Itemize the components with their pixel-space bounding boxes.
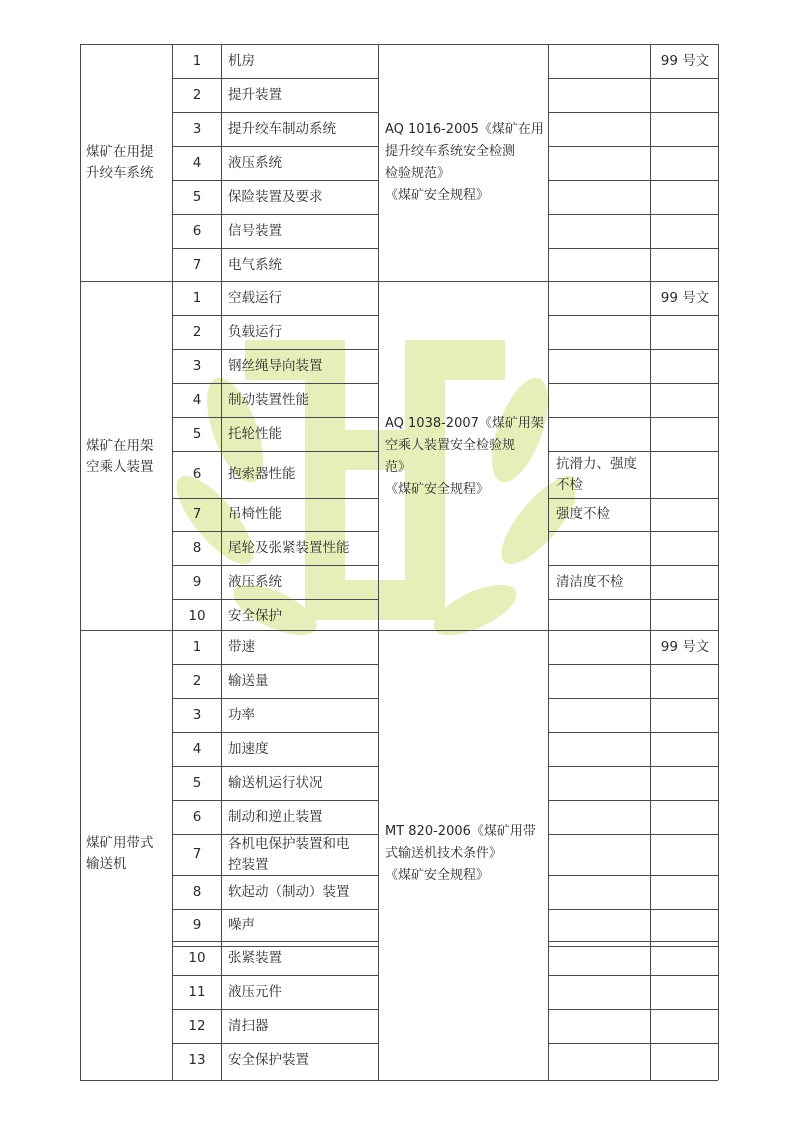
- table-rule: [548, 909, 718, 910]
- row-number: 1: [192, 638, 202, 655]
- document-reference: 99 号文: [660, 289, 710, 306]
- row-number: 6: [192, 808, 202, 825]
- row-note: 强度不检: [556, 506, 610, 522]
- table-rule: [548, 214, 718, 215]
- inspection-item: 钢丝绳导向装置: [228, 357, 323, 374]
- table-rule: [172, 417, 378, 418]
- inspection-item: 负载运行: [228, 323, 282, 340]
- table-rule: [172, 946, 378, 947]
- inspection-item: 安全保护装置: [228, 1051, 309, 1068]
- table-rule: [172, 766, 378, 767]
- table-rule: [172, 664, 378, 665]
- table-rule: [548, 975, 718, 976]
- inspection-item: 噪声: [228, 916, 255, 933]
- table-rule: [548, 664, 718, 665]
- inspection-item: 保险装置及要求: [228, 188, 323, 205]
- table-rule: [172, 909, 378, 910]
- row-number: 4: [192, 154, 202, 171]
- inspection-item: 提升绞车制动系统: [228, 120, 336, 137]
- inspection-item: 制动装置性能: [228, 391, 309, 408]
- inspection-item: 空载运行: [228, 289, 282, 306]
- inspection-item: 提升装置: [228, 86, 282, 103]
- table-rule: [548, 315, 718, 316]
- inspection-item: 各机电保护装置和电 控装置: [228, 836, 350, 873]
- row-number: 11: [188, 983, 206, 1000]
- row-number: 1: [192, 52, 202, 69]
- table-rule: [172, 383, 378, 384]
- row-number: 6: [192, 222, 202, 239]
- row-number: 3: [192, 706, 202, 723]
- row-number: 1: [192, 289, 202, 306]
- row-number: 10: [188, 607, 206, 624]
- row-number: 13: [188, 1051, 206, 1068]
- row-number: 2: [192, 86, 202, 103]
- row-number: 3: [192, 120, 202, 137]
- inspection-item: 输送机运行状况: [228, 774, 323, 791]
- table-rule: [548, 383, 718, 384]
- row-number: 5: [192, 188, 202, 205]
- category-label: 煤矿用带式 输送机: [86, 834, 154, 872]
- table-rule: [172, 565, 378, 566]
- table-rule: [172, 498, 378, 499]
- table-rule: [548, 349, 718, 350]
- table-rule: [172, 78, 378, 79]
- row-number: 3: [192, 357, 202, 374]
- table-rule: [172, 599, 378, 600]
- table-rule: [221, 44, 222, 1080]
- standard-reference: AQ 1016-2005《煤矿在用 提升绞车系统安全检测 检验规范》 《煤矿安全规程》: [385, 122, 544, 203]
- table-rule: [548, 451, 718, 452]
- inspection-item: 清扫器: [228, 1017, 269, 1034]
- table-rule: [548, 180, 718, 181]
- table-rule: [548, 44, 549, 1080]
- row-number: 4: [192, 740, 202, 757]
- inspection-item: 带速: [228, 638, 255, 655]
- inspection-item: 抱索器性能: [228, 466, 296, 482]
- inspection-item: 软起动（制动）装置: [228, 883, 350, 900]
- row-number: 8: [192, 883, 202, 900]
- table-rule: [548, 498, 718, 499]
- inspection-item: 尾轮及张紧装置性能: [228, 539, 350, 556]
- table-rule: [548, 146, 718, 147]
- table-rule: [548, 834, 718, 835]
- table-rule: [172, 349, 378, 350]
- row-number: 9: [192, 573, 202, 590]
- table-rule: [548, 800, 718, 801]
- table-rule: [172, 800, 378, 801]
- table-rule: [378, 44, 379, 1080]
- table-rule: [172, 975, 378, 976]
- inspection-item: 输送量: [228, 672, 269, 689]
- row-number: 5: [192, 425, 202, 442]
- table-rule: [80, 1080, 718, 1081]
- table-rule: [548, 698, 718, 699]
- row-number: 2: [192, 323, 202, 340]
- table-rule: [548, 112, 718, 113]
- category-label: 煤矿在用架 空乘人装置: [86, 438, 154, 475]
- table-rule: [548, 531, 718, 532]
- row-number: 5: [192, 774, 202, 791]
- inspection-item: 电气系统: [228, 256, 282, 273]
- table-rule: [548, 875, 718, 876]
- table-rule: [80, 44, 718, 45]
- table-rule: [172, 248, 378, 249]
- table-rule: [80, 44, 81, 1080]
- table-rule: [548, 248, 718, 249]
- table-rule: [548, 1043, 718, 1044]
- inspection-item: 安全保护: [228, 607, 282, 624]
- table-rule: [548, 78, 718, 79]
- table-rule: [172, 315, 378, 316]
- table-rule: [548, 766, 718, 767]
- table-rule: [548, 565, 718, 566]
- inspection-item: 张紧装置: [228, 949, 282, 966]
- table-rule: [172, 1043, 378, 1044]
- table-rule: [172, 941, 378, 942]
- table-rule: [548, 599, 718, 600]
- row-number: 10: [188, 949, 206, 966]
- inspection-item: 加速度: [228, 740, 269, 757]
- table-rule: [548, 1009, 718, 1010]
- row-number: 7: [192, 256, 202, 273]
- table-rule: [718, 44, 719, 1080]
- document-reference: 99 号文: [660, 638, 710, 655]
- table-rule: [80, 630, 718, 631]
- inspection-item: 托轮性能: [228, 425, 282, 442]
- inspection-item: 吊椅性能: [228, 506, 282, 522]
- table-rule: [172, 875, 378, 876]
- standard-reference: MT 820-2006《煤矿用带 式输送机技术条件》 《煤矿安全规程》: [385, 823, 536, 883]
- table-rule: [548, 732, 718, 733]
- inspection-item: 信号装置: [228, 222, 282, 239]
- inspection-item: 功率: [228, 706, 255, 723]
- inspection-item: 机房: [228, 52, 255, 69]
- table-rule: [172, 732, 378, 733]
- table-rule: [548, 417, 718, 418]
- table-rule: [172, 180, 378, 181]
- inspection-item: 制动和逆止装置: [228, 808, 323, 825]
- table-rule: [172, 214, 378, 215]
- table-rule: [172, 146, 378, 147]
- table-rule: [172, 112, 378, 113]
- table-rule: [172, 44, 173, 1080]
- inspection-item: 液压系统: [228, 154, 282, 171]
- row-number: 2: [192, 672, 202, 689]
- table-rule: [172, 1009, 378, 1010]
- inspection-item: 液压系统: [228, 573, 282, 590]
- row-number: 8: [192, 539, 202, 556]
- row-number: 7: [192, 506, 202, 522]
- table-rule: [548, 941, 718, 942]
- row-number: 12: [188, 1017, 206, 1034]
- row-number: 4: [192, 391, 202, 408]
- table-rule: [650, 44, 651, 1080]
- table-rule: [172, 531, 378, 532]
- table-rule: [80, 281, 718, 282]
- table-rule: [172, 698, 378, 699]
- standard-reference: AQ 1038-2007《煤矿用架 空乘人装置安全检验规 范》 《煤矿安全规程》: [385, 416, 544, 497]
- inspection-item: 液压元件: [228, 983, 282, 1000]
- document-reference: 99 号文: [660, 52, 710, 69]
- row-number: 9: [192, 916, 202, 933]
- table-rule: [172, 451, 378, 452]
- category-label: 煤矿在用提 升绞车系统: [86, 144, 154, 181]
- row-note: 清洁度不检: [556, 573, 624, 590]
- table-rule: [548, 946, 718, 947]
- row-number: 6: [192, 466, 202, 482]
- row-number: 7: [192, 846, 202, 862]
- row-note: 抗滑力、强度 不检: [556, 455, 637, 493]
